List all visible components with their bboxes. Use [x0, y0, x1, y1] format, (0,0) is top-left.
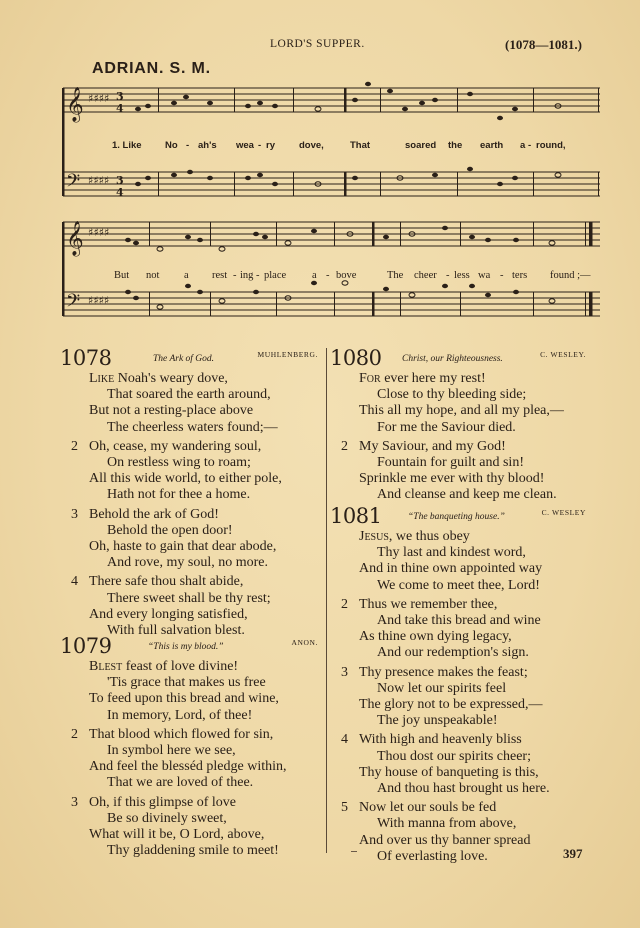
- hymn-range: (1078—1081.): [505, 37, 582, 52]
- svg-text:♯♯♯♯: ♯♯♯♯: [88, 174, 110, 187]
- svg-text:♯♯♯♯: ♯♯♯♯: [88, 226, 110, 239]
- column-divider: [326, 348, 327, 853]
- hymn-author: C. WESLEY: [541, 508, 586, 517]
- tune-title: ADRIAN. S. M.: [92, 60, 211, 77]
- hymn-1080: [330, 346, 586, 504]
- svg-text:3: 3: [116, 174, 124, 187]
- hymn-1079: [60, 634, 318, 859]
- svg-text:𝄢: 𝄢: [66, 291, 81, 316]
- svg-text:𝄞: 𝄞: [66, 87, 84, 122]
- svg-text:𝄢: 𝄢: [66, 171, 81, 196]
- svg-text:3: 3: [116, 90, 124, 103]
- hymn-subtitle: “The banqueting house.”: [408, 512, 505, 522]
- verse-2: 2 Oh, cease, my wandering soul, On restless wing to roam; All this wide world, to either pole, Hath not for thee a home.: [71, 438, 282, 503]
- svg-text:4: 4: [116, 186, 124, 199]
- hymn-author: C. WESLEY.: [540, 350, 586, 359]
- hymn-author: MUHLENBERG.: [257, 350, 318, 359]
- hymn-1078: [60, 346, 318, 639]
- hymn-1081: [330, 504, 586, 865]
- running-head: [0, 38, 640, 54]
- hymn-subtitle: The Ark of God.: [153, 354, 215, 364]
- page-number: 397: [563, 846, 583, 861]
- verse-3: 3 Behold the ark of God! Behold the open door! Oh, haste to gain that dear abode, And rove, my soul, no more.: [71, 506, 277, 571]
- verse-1: Blest feast of love divine! 'Tis grace that makes us free To feed upon this bread and wine, In memory, Lord, of thee!: [89, 659, 279, 723]
- verse-2: 2 Thus we remember thee, And take this bread and wine As thine own dying legacy, And our redemption's sign.: [341, 596, 541, 661]
- music-system-2: 𝄞 𝄢 ♯♯♯♯ ♯♯♯♯ But not a rest - ing - place a - bove The cheer - less wa - ters found ;—: [60, 212, 600, 340]
- hymn-number: 1081: [330, 504, 382, 528]
- hymn-number: 1079: [60, 634, 112, 658]
- verse-4: 4 With high and heavenly bliss Thou dost our spirits cheer; Thy house of banqueting is this, And thou hast brought us here.: [341, 732, 550, 797]
- verse-5: 5 Now let our souls be fed With manna from above, And over us thy banner spread Of everlasting love.: [341, 800, 531, 864]
- hymn-author: ANON.: [291, 638, 318, 647]
- verse-2: 2 My Saviour, and my God! Fountain for guilt and sin! Sprinkle me ever with thy blood! And cleanse and keep me clean.: [341, 438, 557, 503]
- verse-3: 3 Oh, if this glimpse of love Be so divinely sweet, What will it be, O Lord, above, Thy gladdening smile to meet!: [71, 794, 279, 859]
- verse-3: 3 Thy presence makes the feast; Now let our spirits feel The glory not to be expressed,— The joy unspeakable!: [341, 664, 543, 729]
- svg-text:4: 4: [116, 102, 124, 115]
- verse-1: For ever here my rest! Close to thy bleeding side; This all my hope, and all my plea,— For me the Saviour died.: [359, 371, 564, 435]
- svg-text:♯♯♯♯: ♯♯♯♯: [88, 92, 110, 105]
- hymn-subtitle: “This is my blood.”: [148, 642, 224, 652]
- verse-1: Like Noah's weary dove, That soared the earth around, But not a resting-place above The cheerless waters found;—: [89, 371, 278, 435]
- hymn-number: 1080: [330, 346, 382, 370]
- verse-4: 4 There safe thou shalt abide, There sweet shall be thy rest; And every longing satisfied, With full salvation blest.: [71, 574, 271, 639]
- svg-text:𝄞: 𝄞: [66, 221, 84, 256]
- section-title: LORD'S SUPPER.: [270, 38, 365, 50]
- music-system-1: 𝄞 𝄢 ♯♯♯♯ ♯♯♯♯ 3 4 3 4 1. Like No - ah's wea - ry dove, That soared the earth a - round,: [60, 80, 600, 210]
- hymn-number: 1078: [60, 346, 112, 370]
- hymn-subtitle: Christ, our Righteousness.: [402, 354, 503, 364]
- verse-1: Jesus, we thus obey Thy last and kindest word, And in thine own appointed way We come to meet thee, Lord!: [359, 529, 543, 593]
- verse-2: 2 That blood which flowed for sin, In symbol here we see, And feel the blesséd pledge within, That we are loved of thee.: [71, 726, 287, 791]
- svg-text:♯♯♯♯: ♯♯♯♯: [88, 294, 110, 307]
